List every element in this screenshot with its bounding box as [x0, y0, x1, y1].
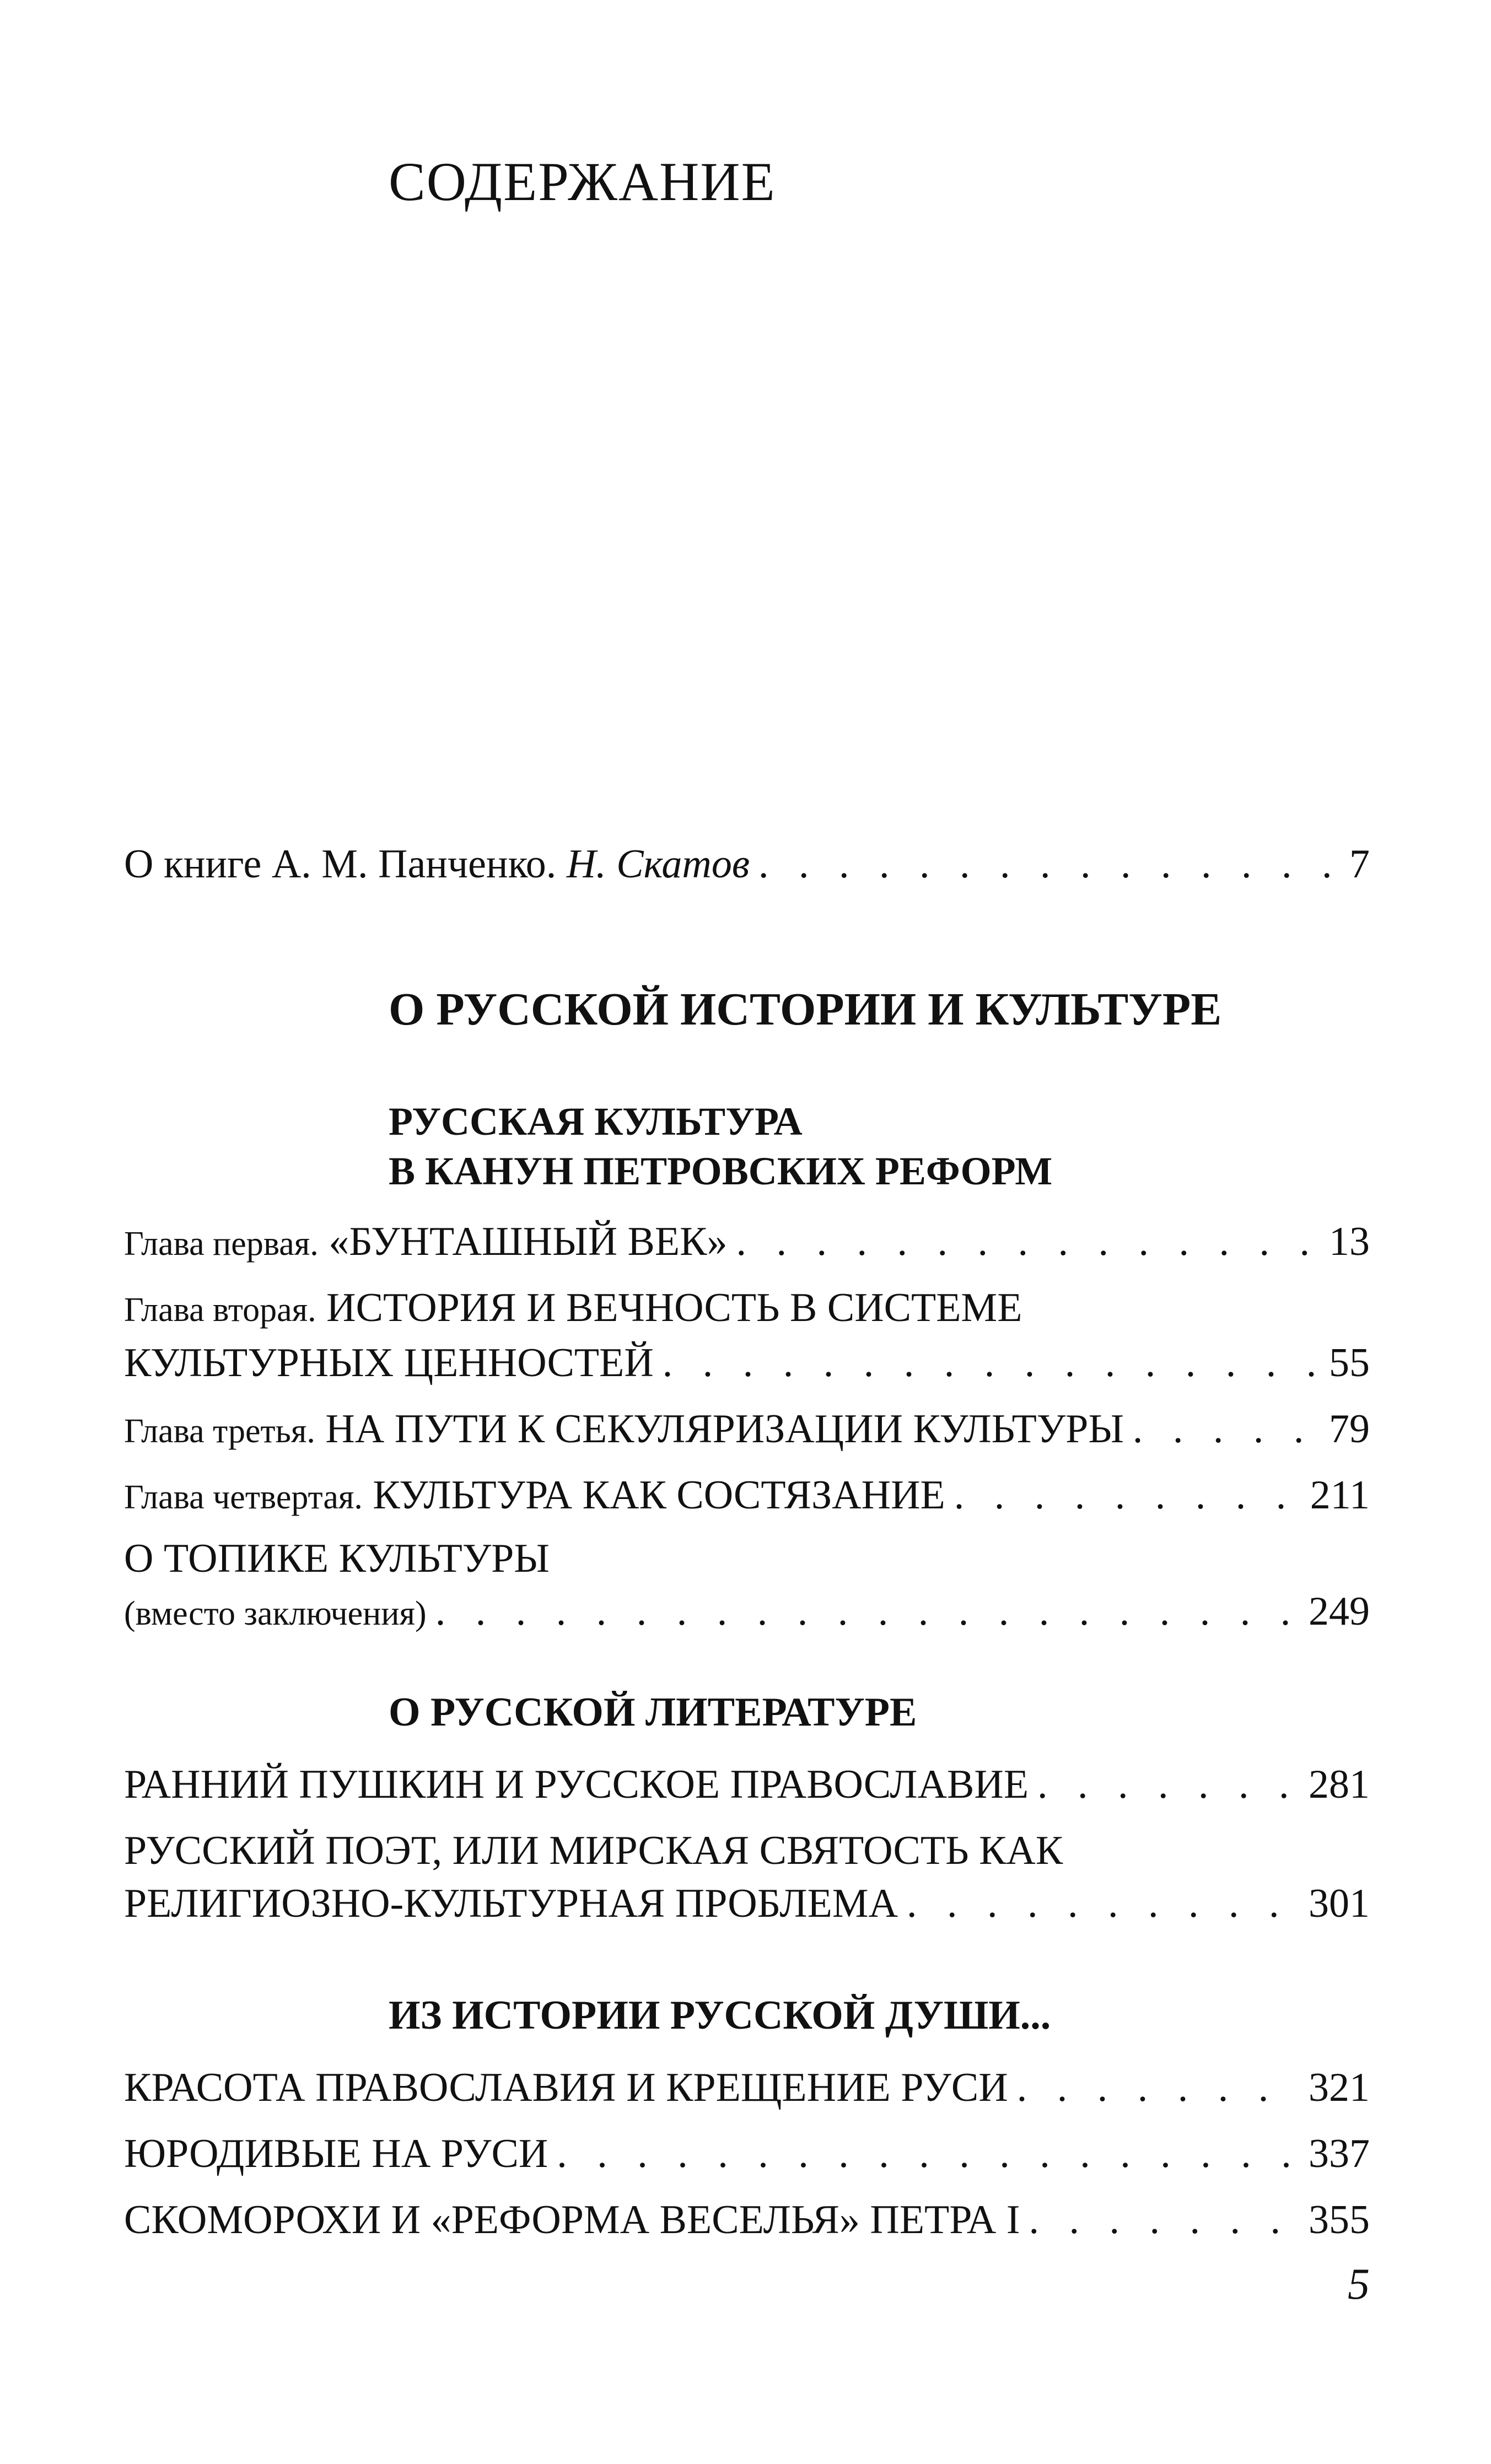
chapter-prefix: Глава третья. — [124, 1412, 315, 1450]
chapter-prefix: Глава вторая. — [124, 1291, 316, 1329]
subsection-title-line1: РУССКАЯ КУЛЬТУРА — [389, 1099, 803, 1144]
toc-entry[interactable] — [124, 1758, 1370, 1811]
page-title: СОДЕРЖАНИЕ — [389, 151, 776, 212]
entry-author: Н. Скатов — [566, 842, 750, 887]
page-number: 249 — [1309, 1589, 1370, 1634]
dot-leader — [557, 2127, 1300, 2180]
entry-title: КРАСОТА ПРАВОСЛАВИЯ И КРЕЩЕНИЕ РУСИ — [124, 2065, 1008, 2110]
page-number: 7 — [1349, 842, 1370, 887]
page-number: 211 — [1310, 1473, 1370, 1518]
dot-leader — [663, 1336, 1320, 1389]
dot-leader — [736, 1215, 1320, 1268]
entry-subtitle: (вместо заключения) — [124, 1595, 427, 1632]
page-number: 337 — [1309, 2131, 1370, 2176]
entry-title: КУЛЬТУРА КАК СОСТЯЗАНИЕ — [373, 1473, 945, 1518]
entry-title: СКОМОРОХИ И «РЕФОРМА ВЕСЕЛЬЯ» ПЕТРА I — [124, 2197, 1020, 2242]
dot-leader — [1133, 1403, 1320, 1455]
toc-entry[interactable] — [124, 1403, 1370, 1458]
page-number: 281 — [1309, 1762, 1370, 1807]
page-number: 55 — [1329, 1340, 1370, 1385]
toc-entry[interactable] — [124, 2127, 1370, 2180]
dot-leader — [435, 1585, 1300, 1638]
entry-label: О книге А. М. Панченко. — [124, 842, 557, 887]
section-title: О РУССКОЙ ЛИТЕРАТУРЕ — [389, 1690, 917, 1735]
dot-leader — [758, 838, 1341, 891]
chapter-prefix: Глава четвертая. — [124, 1479, 363, 1516]
chapter-prefix: Глава первая. — [124, 1225, 319, 1263]
subsection-title-line2: В КАНУН ПЕТРОВСКИХ РЕФОРМ — [389, 1149, 1053, 1193]
page-number: 301 — [1309, 1881, 1370, 1926]
dot-leader — [1029, 2193, 1300, 2246]
toc-entry[interactable] — [124, 1469, 1370, 1524]
page-number: 355 — [1309, 2197, 1370, 2242]
toc-entry[interactable] — [124, 1824, 1370, 1930]
entry-title: НА ПУТИ К СЕКУЛЯРИЗАЦИИ КУЛЬТУРЫ — [325, 1406, 1124, 1452]
page-number: 321 — [1309, 2065, 1370, 2110]
dot-leader — [1017, 2061, 1300, 2114]
dot-leader — [954, 1469, 1301, 1522]
section-title: О РУССКОЙ ИСТОРИИ И КУЛЬТУРЕ — [389, 984, 1222, 1035]
entry-title-line1: РУССКИЙ ПОЭТ, ИЛИ МИРСКАЯ СВЯТОСТЬ КАК — [124, 1828, 1063, 1873]
toc-entry[interactable] — [124, 1532, 1370, 1640]
section-title: ИЗ ИСТОРИИ РУССКОЙ ДУШИ... — [389, 1993, 1051, 2038]
dot-leader — [907, 1877, 1300, 1930]
toc-entry[interactable] — [124, 1215, 1370, 1270]
entry-title: «БУНТАШНЫЙ ВЕК» — [329, 1219, 728, 1264]
entry-title-line1: ИСТОРИЯ И ВЕЧНОСТЬ В СИСТЕМЕ — [326, 1285, 1022, 1330]
dot-leader — [1037, 1758, 1300, 1811]
page-number: 79 — [1329, 1406, 1370, 1452]
page-number: 13 — [1329, 1219, 1370, 1264]
entry-title: РАННИЙ ПУШКИН И РУССКОЕ ПРАВОСЛАВИЕ — [124, 1762, 1029, 1807]
entry-title-line2: РЕЛИГИОЗНО-КУЛЬТУРНАЯ ПРОБЛЕМА — [124, 1881, 898, 1926]
toc-entry[interactable] — [124, 2061, 1370, 2114]
folio-page-number: 5 — [1348, 2260, 1370, 2309]
toc-entry-intro[interactable] — [124, 838, 1370, 891]
toc-entry[interactable] — [124, 1281, 1370, 1389]
entry-title-line2: КУЛЬТУРНЫХ ЦЕННОСТЕЙ — [124, 1340, 654, 1385]
entry-title: ЮРОДИВЫЕ НА РУСИ — [124, 2131, 548, 2176]
entry-title-line1: О ТОПИКЕ КУЛЬТУРЫ — [124, 1536, 550, 1581]
toc-entry[interactable] — [124, 2193, 1370, 2246]
